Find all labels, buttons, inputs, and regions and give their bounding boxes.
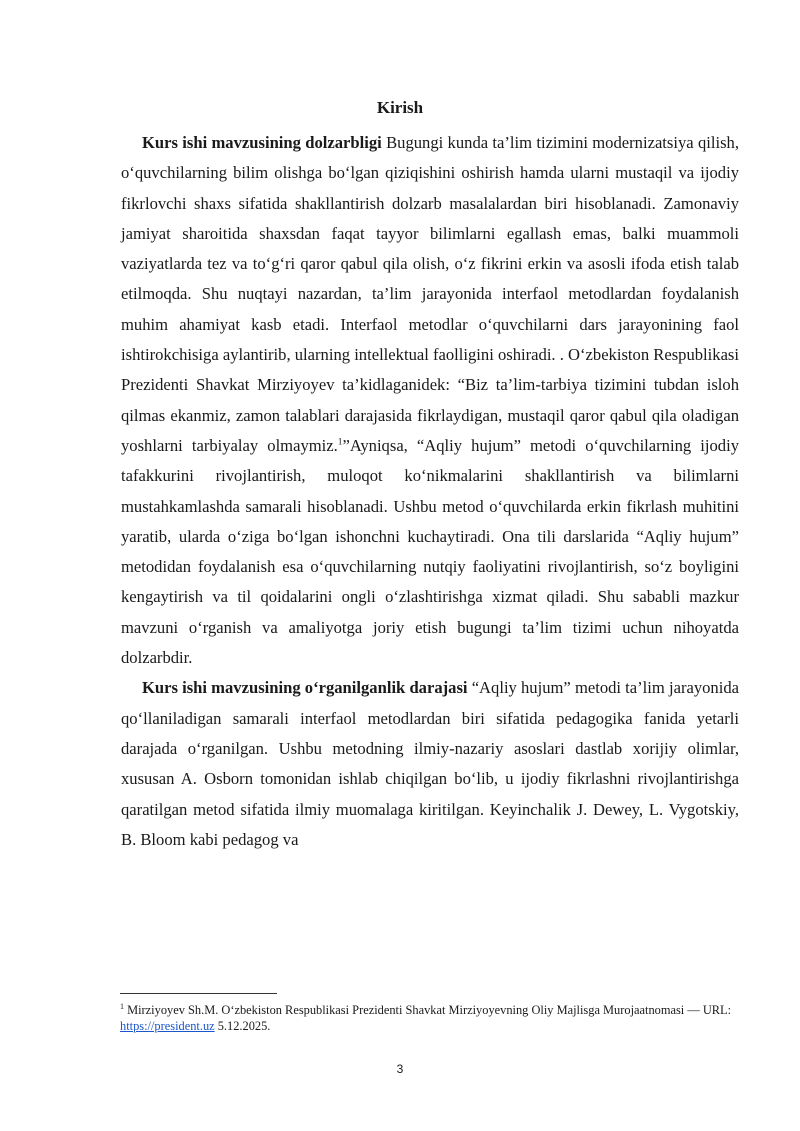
body-text	[121, 128, 739, 855]
footnote-reference[interactable]: 1	[337, 437, 343, 448]
relevance-text: Bugungi kunda ta’lim tizimini modernizatsiya qilish, o‘quvchilarning bilim olishga bo‘lgan qiziqishini oshirish hamda ularni mustaqil va ijodiy fikrlovchi shaxs sifatida shakllantirish dolzarb masalalardan biri hisoblanadi. Zamonaviy jamiyat sharoitida shaxsdan faqat tayyor bilimlarni egallash emas, balki muammoli vaziyatlarda tez va to‘g‘ri qaror qabul qila olish, o‘z fikrini erkin va asosli ifoda etish talab etilmoqda. Shu nuqtayi nazardan, ta’lim jarayonida interfaol metodlardan foydalanish muhim ahamiyat kasb etadi. Interfaol metodlar o‘quvchilarni dars jarayonining faol ishtirokchisiga aylantirib, ularning intellektual faolligini oshiradi. . O‘zbekiston Respublikasi Prezidenti Shavkat Mirziyoyev ta’kidlaganidek: “Biz ta’lim-tarbiya tizimini tubdan isloh qilmas ekanmiz, zamon talablari darajasida fikrlaydigan, mustaqil qaror qabul qila oladigan yoshlarni tarbiyalay olmaymiz.	[121, 133, 740, 455]
relevance-heading: Kurs ishi mavzusining dolzarbligi	[142, 133, 382, 152]
paragraph-study-level	[121, 673, 739, 855]
study-level-text: “Aqliy hujum” metodi ta’lim jarayonida qo‘llaniladigan samarali interfaol metodlardan biri sifatida pedagogika fanida yetarli darajada o‘rganilgan. Ushbu metodning ilmiy-nazariy asoslari dastlab xorijiy olimlar, xususan A. Osborn tomonidan ishlab chiqilgan bo‘lib, u ijodiy fikrlashni rivojlantirishga qaratilgan metod sifatida ilmiy muomalaga kiritilgan. Keyinchalik J. Dewey, L. Vygotskiy, B. Bloom kabi pedagog va	[121, 678, 739, 849]
paragraph-relevance	[121, 128, 739, 673]
footnote	[120, 1002, 740, 1034]
study-level-heading: Kurs ishi mavzusining o‘rganilganlik darajasi	[142, 678, 468, 698]
page-number: 3	[396, 1062, 404, 1076]
footnote-date: 5.12.2025.	[214, 1019, 271, 1033]
footnote-number: 1	[120, 1001, 124, 1011]
footnote-link[interactable]: https://president.uz	[120, 1019, 215, 1033]
footnote-separator	[120, 993, 277, 994]
relevance-text-continued: ”Ayniqsa, “Aqliy hujum” metodi o‘quvchilarning ijodiy tafakkurini rivojlantirish, muloqot ko‘nikmalarini shakllantirish va bilimlarni mustahkamlashda samarali hisoblanadi. Ushbu metod o‘quvchilarda erkin fikrlash muhitini yaratib, ularda o‘ziga bo‘lgan ishonchni kuchaytiradi. Ona tili darslarida “Aqliy hujum” metodidan foydalanish esa o‘quvchilarning nutqiy faoliyatini rivojlantirish, so‘z boyligini kengaytirish va til qoidalarini ongli o‘zlashtirishga xizmat qiladi. Shu sababli mazkur mavzuni o‘rganish va amaliyotga joriy etish bugungi ta’lim tizimi uchun nihoyatda dolzarbdir.	[121, 435, 739, 668]
footnote-text: Mirziyoyev Sh.M. O‘zbekiston Respublikasi Prezidenti Shavkat Mirziyoyevning Oliy Majlisga Murojaatnomasi — URL:	[124, 1003, 732, 1017]
section-title: Kirish	[376, 98, 424, 117]
